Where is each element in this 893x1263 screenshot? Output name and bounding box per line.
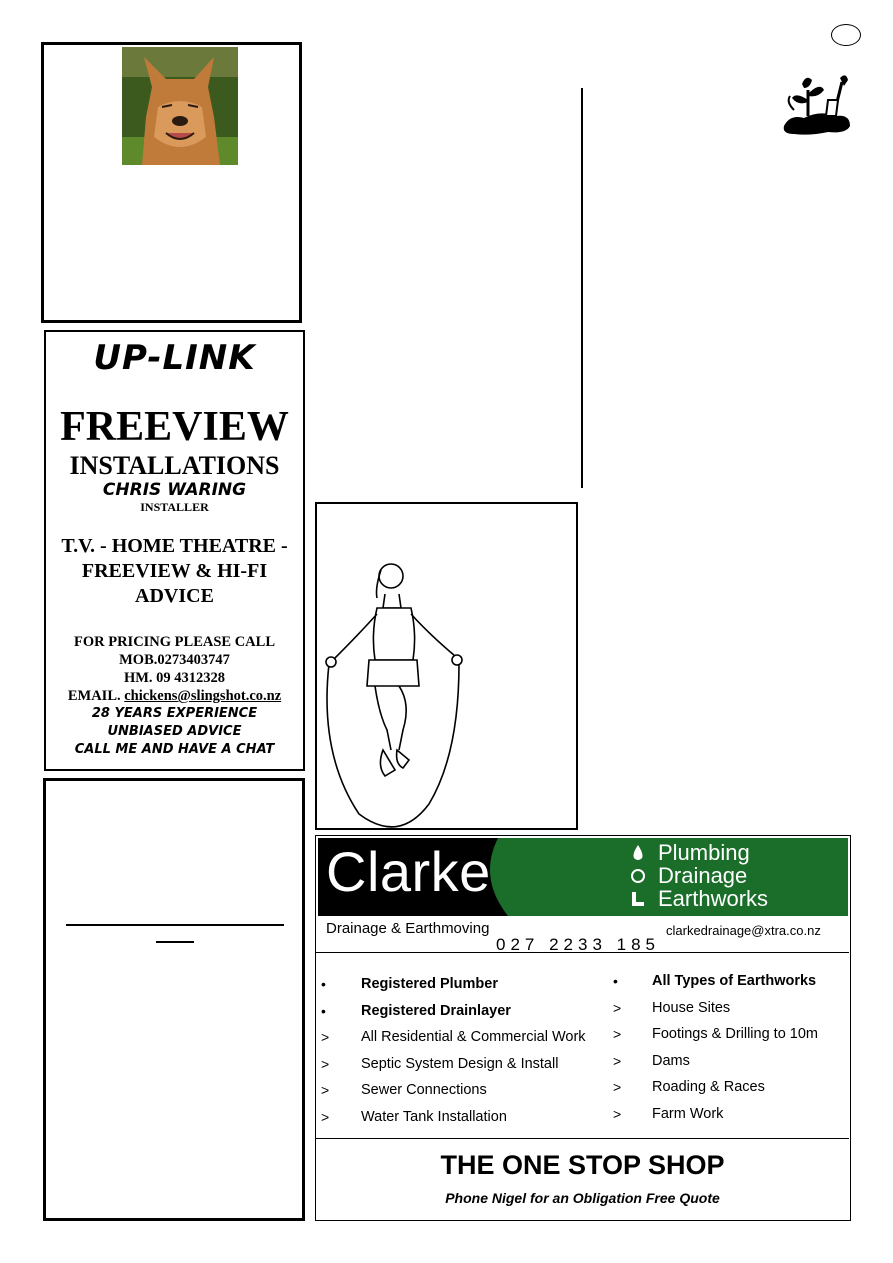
uplink-role: INSTALLER <box>140 500 209 514</box>
uplink-slogans <box>46 705 303 759</box>
uplink-advice-line1: T.V. - HOME THEATRE - <box>61 535 288 557</box>
list-item: Roading & Races <box>652 1079 765 1096</box>
clarke-advert <box>315 835 851 1221</box>
list-marker: > <box>321 1029 330 1046</box>
seedling-shovel-icon <box>780 70 852 138</box>
uplink-home-phone: HM. 09 4312328 <box>123 670 226 686</box>
uplink-slogan-2: UNBIASED ADVICE <box>107 724 242 739</box>
clarke-quote-line: Phone Nigel for an Obligation Free Quote <box>445 1190 720 1206</box>
list-item: Registered Plumber <box>361 976 498 992</box>
clarke-subtitle: Drainage & Earthmoving <box>326 920 490 937</box>
column-divider <box>581 88 583 488</box>
clarke-banner <box>318 838 848 916</box>
uplink-advice <box>46 534 303 609</box>
list-item: Septic System Design & Install <box>361 1055 559 1072</box>
clarke-tagline: THE ONE STOP SHOP <box>440 1150 725 1180</box>
list-item: All Types of Earthworks <box>652 973 817 989</box>
list-item: All Residential & Commercial Work <box>361 1029 586 1046</box>
uplink-slogan-3: CALL ME AND HAVE A CHAT <box>74 742 275 757</box>
water-drop-icon <box>630 844 646 862</box>
uplink-brand: UP-LINK <box>93 338 256 378</box>
clarke-logo-text: Clarke <box>326 840 491 903</box>
blank-notice-box <box>43 778 305 1221</box>
uplink-email-label: EMAIL. <box>67 688 121 704</box>
uplink-mobile: MOB.0273403747 <box>119 652 230 668</box>
service-plumbing <box>658 842 750 864</box>
clarke-email[interactable]: clarkedrainage@xtra.co.nz <box>666 923 821 938</box>
service-label: Drainage <box>658 863 748 888</box>
earth-slope-icon <box>630 890 646 908</box>
uplink-call-line: FOR PRICING PLEASE CALL <box>73 634 275 650</box>
uplink-email-link[interactable]: chickens@slingshot.co.nz <box>124 688 282 704</box>
list-marker: • <box>613 973 618 989</box>
list-marker: > <box>321 1055 330 1072</box>
uplink-advice-line2: FREEVIEW & HI-FI <box>81 560 268 582</box>
short-divider-line <box>156 941 194 943</box>
list-marker: > <box>613 1052 622 1069</box>
service-label: Earthworks <box>658 886 769 911</box>
list-marker: > <box>613 999 622 1016</box>
list-item: House Sites <box>652 999 731 1016</box>
clarke-phone: 027 2233 185 <box>496 935 660 954</box>
list-marker: • <box>321 976 326 992</box>
uplink-advice-line3: ADVICE <box>135 585 214 607</box>
service-drainage <box>658 865 747 887</box>
list-item: Footings & Drilling to 10m <box>652 1026 819 1043</box>
uplink-headline: FREEVIEW <box>60 404 289 450</box>
page-number-oval <box>831 24 861 46</box>
uplink-email-line <box>46 687 303 705</box>
uplink-slogan-1: 28 YEARS EXPERIENCE <box>91 706 258 721</box>
uplink-contact <box>46 633 303 705</box>
service-earthworks <box>658 888 768 910</box>
skipping-illustration-box <box>315 502 578 830</box>
pipe-ring-icon <box>630 867 646 885</box>
list-marker: > <box>613 1106 622 1122</box>
uplink-advert <box>44 330 305 771</box>
list-item: Registered Drainlayer <box>361 1002 511 1019</box>
divider-line <box>66 924 284 926</box>
list-item: Dams <box>652 1052 690 1069</box>
list-marker: > <box>613 1079 622 1096</box>
list-marker: > <box>321 1082 330 1099</box>
dog-photo-box <box>41 42 302 323</box>
list-marker: > <box>613 1026 622 1043</box>
list-marker: • <box>321 1002 326 1019</box>
dog-photo <box>122 47 238 165</box>
list-marker: > <box>321 1109 330 1125</box>
uplink-subheadline: INSTALLATIONS <box>69 451 280 480</box>
uplink-installer-name: CHRIS WARING <box>102 480 247 500</box>
list-item: Sewer Connections <box>361 1082 487 1099</box>
clarke-divider-bottom <box>316 1138 849 1139</box>
clarke-divider <box>316 952 849 953</box>
service-label: Plumbing <box>658 840 750 865</box>
list-item: Farm Work <box>652 1106 724 1122</box>
list-item: Water Tank Installation <box>361 1109 507 1125</box>
skipping-rope-illustration <box>319 554 469 830</box>
